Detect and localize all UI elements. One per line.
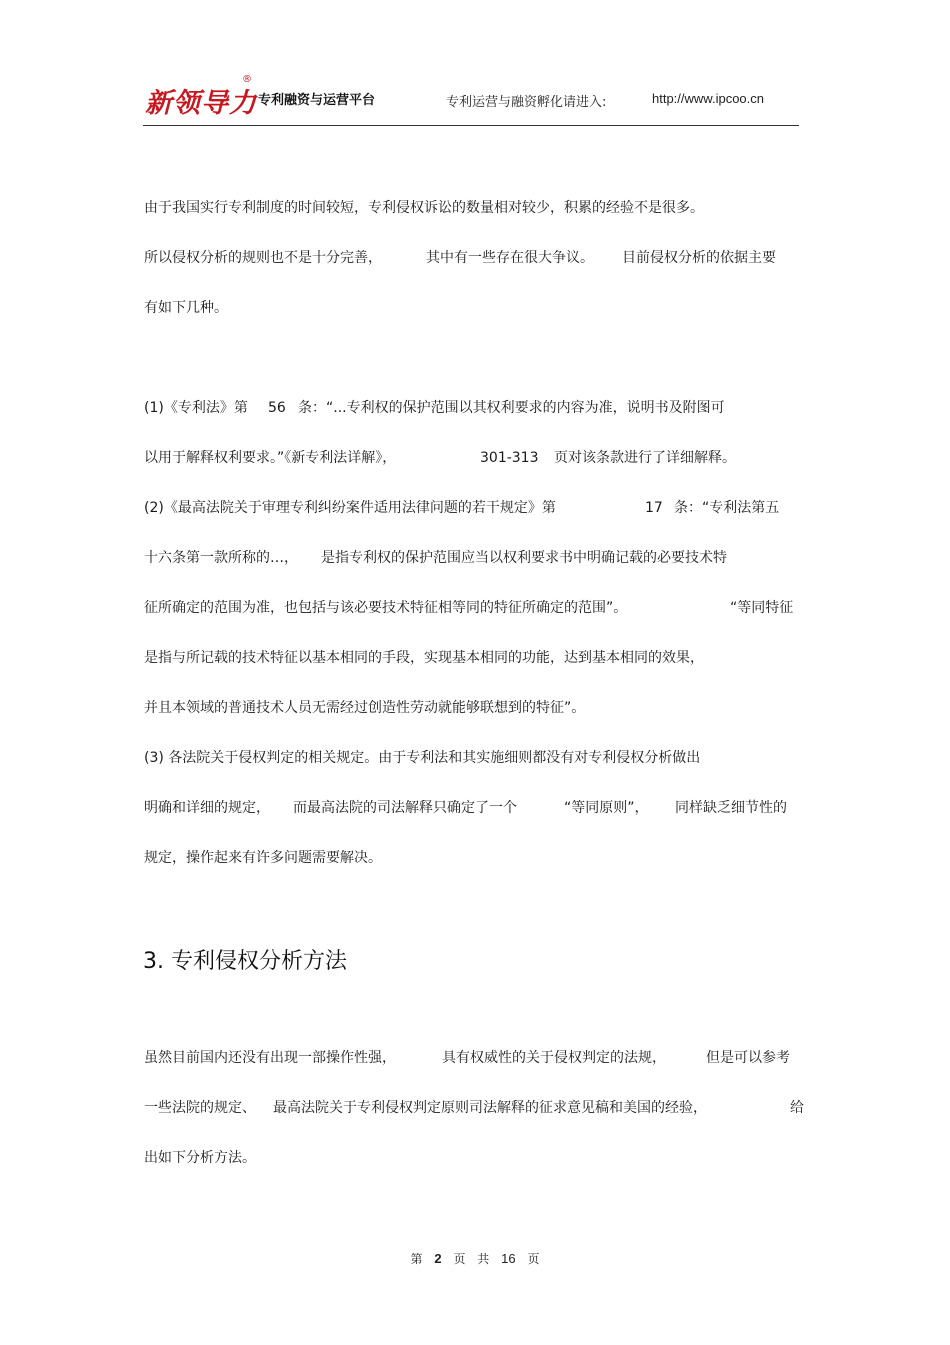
text-segment: 虽然目前国内还没有出现一部操作性强， bbox=[144, 1050, 396, 1066]
text-segment: “等同原则”， bbox=[564, 800, 649, 816]
text-segment: 给 bbox=[790, 1100, 804, 1116]
list-item-line bbox=[144, 798, 804, 818]
text-segment: 301-313 bbox=[480, 450, 539, 466]
list-item-line bbox=[144, 398, 804, 418]
paragraph-line: 由于我国实行专利制度的时间较短，专利侵权诉讼的数量相对较少，积累的经验不是很多。 bbox=[144, 200, 704, 216]
text-segment: 最高法院关于专利侵权判定原则司法解释的征求意见稿和美国的经验， bbox=[273, 1100, 707, 1116]
list-item-line bbox=[144, 548, 804, 568]
text-segment: 以用于解释权利要求。”《新专利法详解》， bbox=[144, 450, 397, 466]
list-item-line bbox=[144, 498, 804, 518]
text-segment: 目前侵权分析的依据主要 bbox=[622, 250, 776, 266]
text-segment: 具有权威性的关于侵权判定的法规， bbox=[442, 1050, 666, 1066]
text-segment: 而最高法院的司法解释只确定了一个 bbox=[293, 800, 517, 816]
text-segment: 一些法院的规定、 bbox=[144, 1100, 256, 1116]
text-segment: “等同特征 bbox=[730, 600, 794, 616]
brand-subtitle: 专利融资与运营平台 bbox=[258, 93, 376, 108]
text-segment: 但是可以参考 bbox=[706, 1050, 790, 1066]
text-segment: 条：“...专利权的保护范围以其权利要求的内容为准，说明书及附图可 bbox=[298, 400, 725, 416]
site-link[interactable]: http://www.ipcoo.cn bbox=[652, 91, 764, 106]
text-segment: 同样缺乏细节性的 bbox=[675, 800, 787, 816]
entry-label: 专利运营与融资孵化请进入: bbox=[446, 95, 607, 110]
list-item-line bbox=[144, 448, 804, 468]
text-segment: 17 bbox=[645, 500, 663, 516]
footer-total-word: 共 bbox=[477, 1252, 490, 1266]
text-segment: (1)《专利法》第 bbox=[144, 400, 248, 416]
paragraph-line bbox=[144, 1098, 806, 1118]
footer-suffix: 页 bbox=[527, 1252, 540, 1266]
list-item-line: (3) 各法院关于侵权判定的相关规定。由于专利法和其实施细则都没有对专利侵权分析做出 bbox=[144, 750, 701, 766]
text-segment: 56 bbox=[268, 400, 286, 416]
text-segment: 所以侵权分析的规则也不是十分完善， bbox=[144, 250, 382, 266]
text-segment: 明确和详细的规定， bbox=[144, 800, 270, 816]
text-segment: 十六条第一款所称的…， bbox=[144, 550, 298, 566]
page-footer bbox=[0, 1250, 950, 1267]
paragraph-line: 出如下分析方法。 bbox=[144, 1150, 256, 1166]
list-item-line: 并且本领域的普通技术人员无需经过创造性劳动就能够联想到的特征”。 bbox=[144, 700, 586, 716]
section-heading: 3. 专利侵权分析方法 bbox=[143, 949, 347, 974]
footer-page-word: 页 bbox=[453, 1252, 466, 1266]
text-segment: 其中有一些存在很大争议。 bbox=[426, 250, 594, 266]
list-item-line bbox=[144, 598, 804, 618]
brand-logo: 新领导力 bbox=[145, 88, 257, 119]
page-header bbox=[143, 74, 799, 126]
text-segment: 页对该条款进行了详细解释。 bbox=[554, 450, 736, 466]
list-item-line: 是指与所记载的技术特征以基本相同的手段，实现基本相同的功能，达到基本相同的效果， bbox=[144, 650, 704, 666]
text-segment: 征所确定的范围为准，也包括与该必要技术特征相等同的特征所确定的范围”。 bbox=[144, 600, 628, 616]
paragraph-line bbox=[144, 1048, 806, 1068]
footer-prefix: 第 bbox=[410, 1252, 423, 1266]
text-segment: 是指专利权的保护范围应当以权利要求书中明确记载的必要技术特 bbox=[321, 550, 727, 566]
total-pages-number: 16 bbox=[501, 1251, 516, 1266]
paragraph-line: 有如下几种。 bbox=[144, 300, 228, 316]
header-divider bbox=[143, 125, 799, 126]
registered-mark: ® bbox=[242, 74, 252, 85]
text-segment: 条：“专利法第五 bbox=[674, 500, 780, 516]
text-segment: (2)《最高法院关于审理专利纠纷案件适用法律问题的若干规定》第 bbox=[144, 500, 556, 516]
list-item-line: 规定，操作起来有许多问题需要解决。 bbox=[144, 850, 382, 866]
paragraph-line bbox=[144, 248, 804, 268]
current-page-number: 2 bbox=[434, 1251, 442, 1266]
